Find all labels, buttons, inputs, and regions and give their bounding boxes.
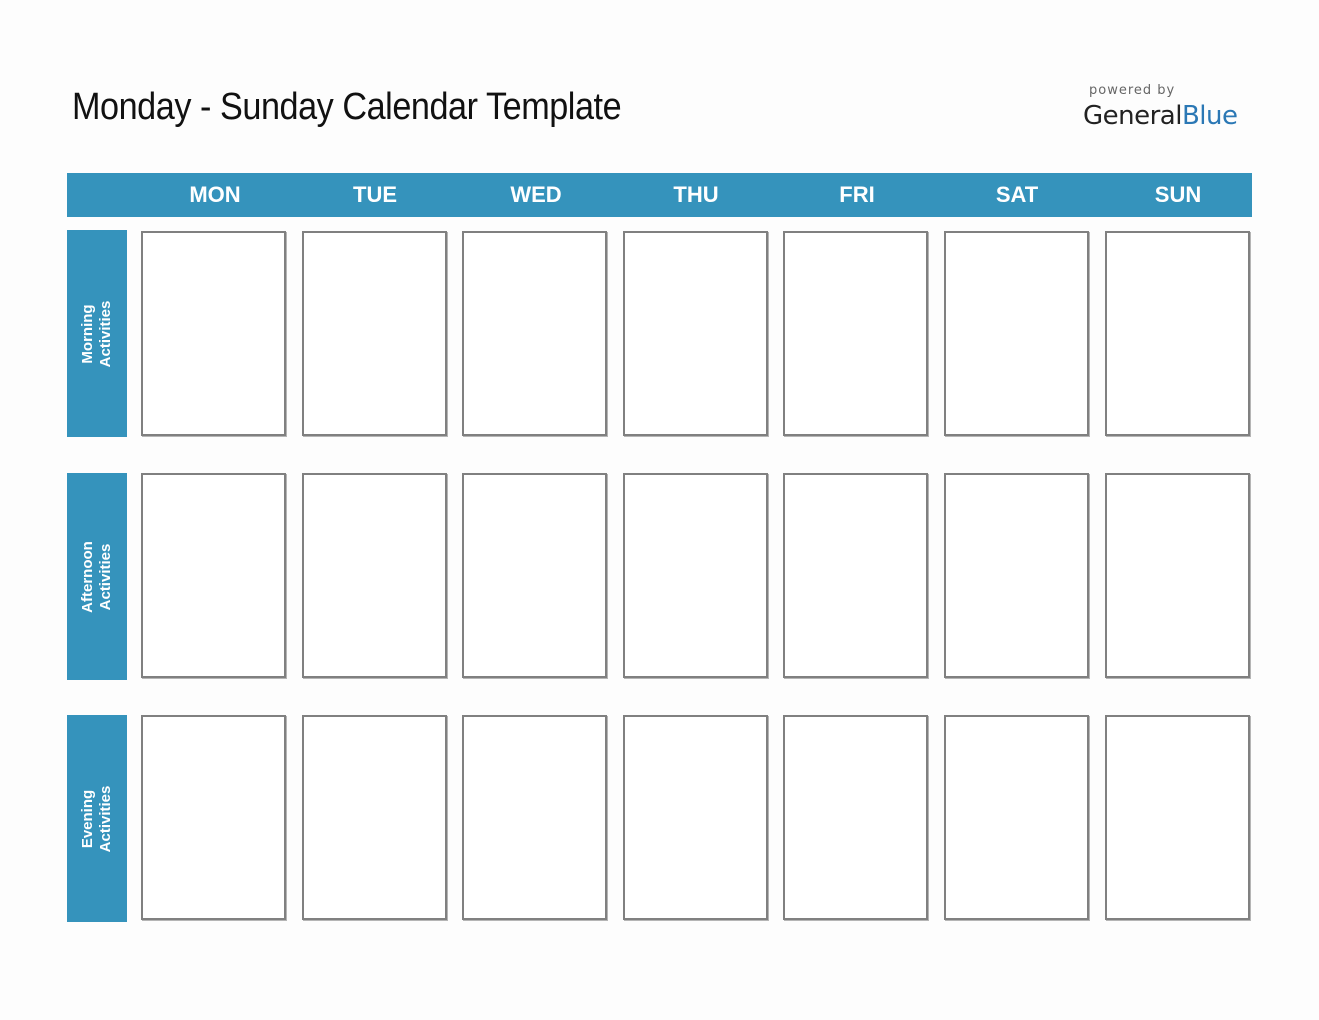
cell-morning-tue[interactable] bbox=[302, 231, 447, 436]
brand-name-blue: Blue bbox=[1181, 101, 1238, 131]
row-label-line2: Activities bbox=[97, 300, 114, 367]
cell-morning-wed[interactable] bbox=[462, 231, 607, 436]
cell-evening-thu[interactable] bbox=[623, 715, 768, 920]
day-header-mon: MON bbox=[189, 182, 241, 207]
cell-morning-mon[interactable] bbox=[141, 231, 286, 436]
cell-afternoon-tue[interactable] bbox=[302, 473, 447, 678]
row-label-morning-text bbox=[79, 300, 115, 367]
row-label-line1: Morning bbox=[79, 303, 96, 364]
cell-afternoon-thu[interactable] bbox=[623, 473, 768, 678]
row-label-line1: Evening bbox=[79, 789, 96, 848]
powered-by-label: powered by bbox=[1089, 83, 1176, 98]
cell-evening-sat[interactable] bbox=[944, 715, 1089, 920]
row-label-evening-text bbox=[79, 785, 115, 852]
brand-name-general: General bbox=[1083, 101, 1182, 131]
row-label-morning bbox=[67, 230, 127, 437]
page-title: Monday - Sunday Calendar Template bbox=[72, 86, 622, 128]
cell-evening-fri[interactable] bbox=[783, 715, 928, 920]
day-header-tue: TUE bbox=[353, 182, 397, 207]
row-label-afternoon-text bbox=[79, 541, 115, 613]
cell-morning-sun[interactable] bbox=[1105, 231, 1250, 436]
cell-afternoon-mon[interactable] bbox=[141, 473, 286, 678]
row-label-line2: Activities bbox=[97, 543, 114, 610]
day-header-sat: SAT bbox=[995, 182, 1039, 207]
cell-evening-sun[interactable] bbox=[1105, 715, 1250, 920]
cell-morning-sat[interactable] bbox=[944, 231, 1089, 436]
day-header-fri: FRI bbox=[839, 182, 875, 207]
day-header-sun: SUN bbox=[1154, 182, 1202, 207]
brand-name bbox=[1083, 100, 1253, 132]
cell-morning-thu[interactable] bbox=[623, 231, 768, 436]
cell-afternoon-sat[interactable] bbox=[944, 473, 1089, 678]
cell-evening-tue[interactable] bbox=[302, 715, 447, 920]
cell-afternoon-sun[interactable] bbox=[1105, 473, 1250, 678]
row-label-line2: Activities bbox=[97, 785, 114, 852]
day-header-wed: WED bbox=[510, 182, 562, 207]
cell-evening-wed[interactable] bbox=[462, 715, 607, 920]
row-label-line1: Afternoon bbox=[79, 540, 96, 613]
row-label-evening bbox=[67, 715, 127, 922]
cell-afternoon-wed[interactable] bbox=[462, 473, 607, 678]
cell-evening-mon[interactable] bbox=[141, 715, 286, 920]
cell-afternoon-fri[interactable] bbox=[783, 473, 928, 678]
day-header-thu: THU bbox=[673, 182, 719, 207]
day-header-bar bbox=[67, 173, 1252, 217]
row-label-afternoon bbox=[67, 473, 127, 680]
cell-morning-fri[interactable] bbox=[783, 231, 928, 436]
brand-logo bbox=[1083, 82, 1253, 132]
